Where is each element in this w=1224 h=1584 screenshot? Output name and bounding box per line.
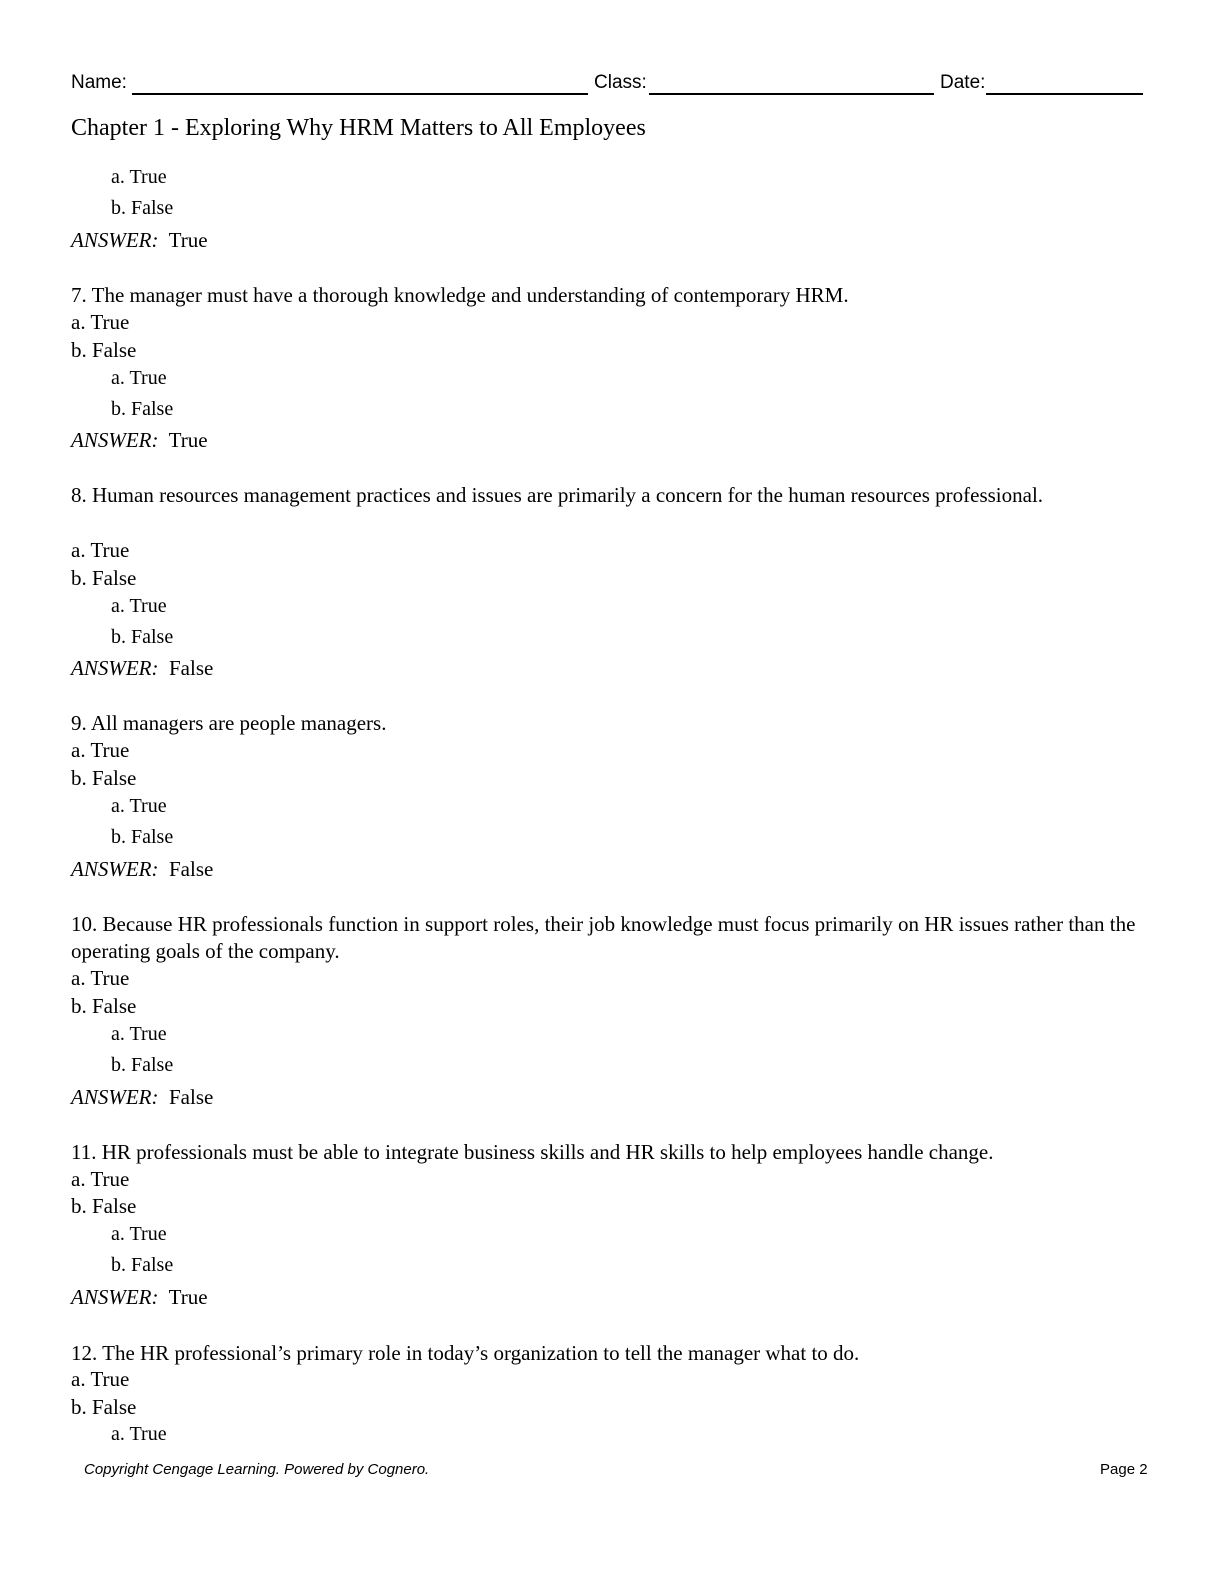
class-line <box>649 93 934 95</box>
choice-label: b. False <box>111 1054 174 1076</box>
question-text: 11. HR professionals must be able to integrate business skills and HR skills to help employees handle change. <box>71 1140 994 1164</box>
chapter-title: Chapter 1 - Exploring Why HRM Matters to All Employees <box>71 115 646 141</box>
answer-label: ANSWER: <box>71 1085 159 1109</box>
date-label: Date: <box>940 72 986 93</box>
answer-value: True <box>168 228 208 252</box>
question-text: 8. Human resources management practices and issues are primarily a concern for the human resources professional. <box>71 483 1044 507</box>
answer-value: False <box>168 857 214 881</box>
option-label: b. False <box>71 994 137 1018</box>
answer-value: False <box>168 1085 214 1109</box>
name-label: Name: <box>71 72 127 93</box>
student-info-header <box>71 70 1143 98</box>
answer-label: ANSWER: <box>71 1285 159 1309</box>
answer-line <box>71 1285 208 1310</box>
question-text: 7. The manager must have a thorough knowledge and understanding of contemporary HRM. <box>71 283 849 307</box>
option-label: a. True <box>71 738 130 762</box>
option-label: a. True <box>71 538 130 562</box>
answer-label: ANSWER: <box>71 228 159 252</box>
choice-label: b. False <box>111 197 174 219</box>
copyright-notice: Copyright Cengage Learning. Powered by Cognero. <box>84 1461 430 1478</box>
class-label: Class: <box>594 72 647 93</box>
answer-value: False <box>168 656 214 680</box>
answer-value: True <box>168 1285 208 1309</box>
option-label: a. True <box>71 966 130 990</box>
answer-label: ANSWER: <box>71 656 159 680</box>
option-label: a. True <box>71 310 130 334</box>
choice-label: a. True <box>111 1423 167 1445</box>
answer-line <box>71 1085 213 1110</box>
option-label: b. False <box>71 566 137 590</box>
option-label: b. False <box>71 338 137 362</box>
answer-line <box>71 656 213 681</box>
answer-line <box>71 857 213 882</box>
choice-label: a. True <box>111 166 167 188</box>
answer-line <box>71 228 208 253</box>
answer-label: ANSWER: <box>71 857 159 881</box>
question-text: 10. Because HR professionals function in support roles, their job knowledge must focus primarily on HR issues rather than the operating goals of the company. <box>71 912 1136 963</box>
answer-line <box>71 428 208 453</box>
choice-label: b. False <box>111 398 174 420</box>
option-label: b. False <box>71 1395 137 1419</box>
option-label: a. True <box>71 1167 130 1191</box>
choice-label: b. False <box>111 626 174 648</box>
choice-label: a. True <box>111 1023 167 1045</box>
answer-label: ANSWER: <box>71 428 159 452</box>
answer-value: True <box>168 428 208 452</box>
page-number: Page 2 <box>1100 1461 1148 1478</box>
choice-label: a. True <box>111 367 167 389</box>
question-text: 12. The HR professional’s primary role in today’s organization to tell the manager what to do. <box>71 1341 860 1365</box>
date-line <box>986 93 1143 95</box>
option-label: b. False <box>71 1194 137 1218</box>
choice-label: a. True <box>111 595 167 617</box>
choice-label: a. True <box>111 795 167 817</box>
question-text: 9. All managers are people managers. <box>71 711 387 735</box>
choice-label: b. False <box>111 1254 174 1276</box>
name-line <box>132 93 588 95</box>
choice-label: b. False <box>111 826 174 848</box>
option-label: a. True <box>71 1367 130 1391</box>
option-label: b. False <box>71 766 137 790</box>
choice-label: a. True <box>111 1223 167 1245</box>
